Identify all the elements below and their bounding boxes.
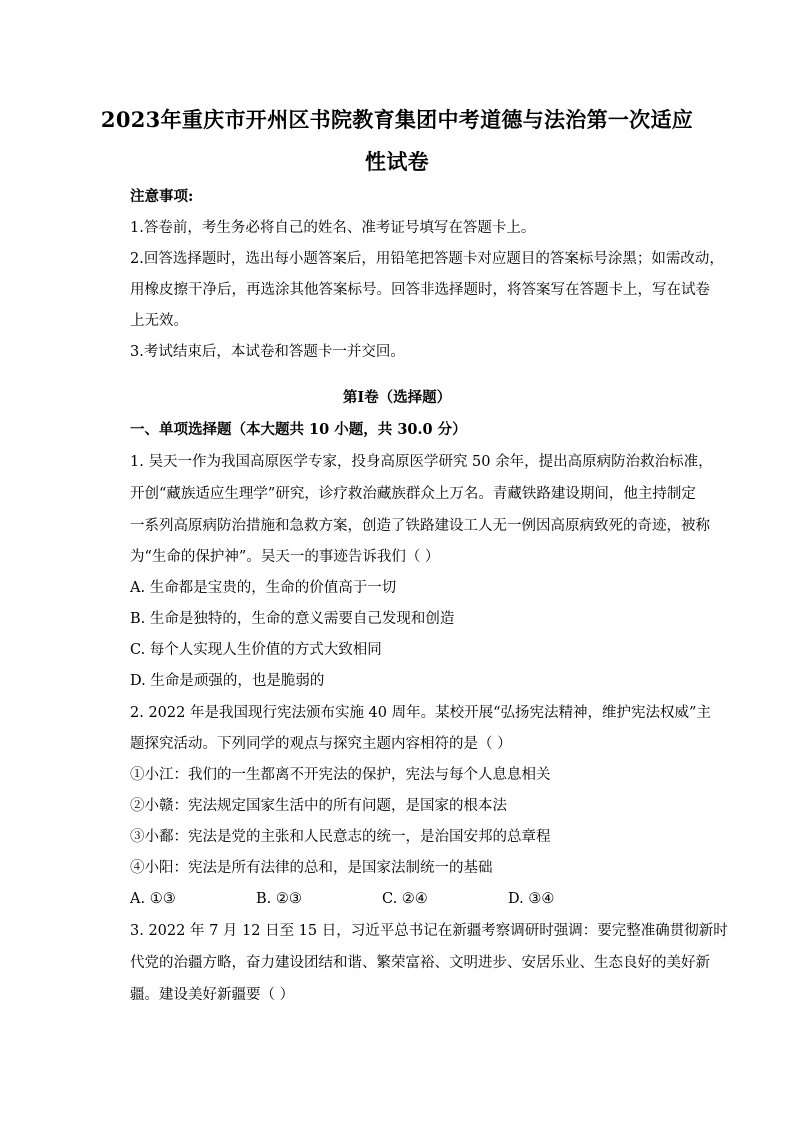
document-title-line-2: 性试卷: [365, 149, 429, 174]
question-2-option-d: D. ③④: [508, 891, 555, 907]
question-2-option-b: B. ②③: [256, 891, 302, 907]
notice-item-1: 1.答卷前，考生务必将自己的姓名、准考证号填写在答题卡上。: [130, 220, 536, 236]
notice-heading: 注意事项:: [130, 188, 194, 205]
question-2-option-c: C. ②④: [382, 891, 428, 907]
notice-item-3: 3.考试结束后，本试卷和答题卡一并交回。: [130, 344, 405, 360]
question-2-statement-4: ④小阳：宪法是所有法律的总和，是国家法制统一的基础: [130, 860, 493, 876]
question-1-option-a: A. 生命都是宝贵的，生命的价值高于一切: [130, 580, 397, 596]
question-1-option-c: C. 每个人实现人生价值的方式大致相同: [130, 642, 382, 658]
question-2-statement-3: ③小鄱：宪法是党的主张和人民意志的统一，是治国安邦的总章程: [130, 829, 551, 845]
question-2-statement-1: ①小江：我们的一生都离不开宪法的保护，宪法与每个人息息相关: [130, 767, 551, 783]
question-2-line-2: 题探究活动。下列同学的观点与探究主题内容相符的是（ ）: [130, 736, 512, 752]
notice-item-2-line-2: 用橡皮擦干净后，再选涂其他答案标号。回答非选择题时，将答案写在答题卡上，写在试卷: [130, 282, 710, 298]
notice-item-2-line-1: 2.回答选择题时，选出每小题答案后，用铅笔把答题卡对应题目的答案标号涂黑；如需改动，: [130, 251, 724, 267]
question-1-line-3: 一系列高原病防治措施和急救方案，创造了铁路建设工人无一例因高原病致死的奇迹，被称: [130, 518, 710, 534]
question-1-line-4: 为“生命的保护神”。吴天一的事迹告诉我们（ ）: [130, 549, 440, 565]
question-1-option-b: B. 生命是独特的，生命的意义需要自己发现和创造: [130, 611, 455, 627]
question-2-line-1: 2. 2022 年是我国现行宪法颁布实施 40 周年。某校开展“弘扬宪法精神，维护宪法权威”主: [130, 705, 711, 721]
question-2-option-a: A. ①③: [130, 891, 176, 907]
question-3-line-3: 疆。建设美好新疆要（ ）: [130, 987, 295, 1003]
question-2-statement-2: ②小赣：宪法规定国家生活中的所有问题，是国家的根本法: [130, 798, 507, 814]
document-title-line-1: 2023年重庆市开州区书院教育集团中考道德与法治第一次适应: [100, 107, 694, 132]
part-heading: 一、单项选择题（本大题共 10 小题，共 30.0 分）: [130, 421, 467, 438]
section-title: 第Ⅰ卷（选择题）: [342, 389, 452, 406]
question-3-line-1: 3. 2022 年 7 月 12 日至 15 日，习近平总书记在新疆考察调研时强调：要完整准确贯彻新时: [130, 923, 728, 939]
notice-item-2-line-3: 上无效。: [130, 313, 188, 329]
question-1-line-2: 开创“藏族适应生理学”研究，诊疗救治藏族群众上万名。青藏铁路建设期间，他主持制定: [130, 486, 696, 502]
question-1-option-d: D. 生命是顽强的，也是脆弱的: [130, 673, 325, 689]
question-1-line-1: 1. 吴天一作为我国高原医学专家，投身高原医学研究 50 余年，提出高原病防治救治标准，: [130, 454, 713, 470]
question-3-line-2: 代党的治疆方略，奋力建设团结和谐、繁荣富裕、文明进步、安居乐业、生态良好的美好新: [130, 955, 710, 971]
